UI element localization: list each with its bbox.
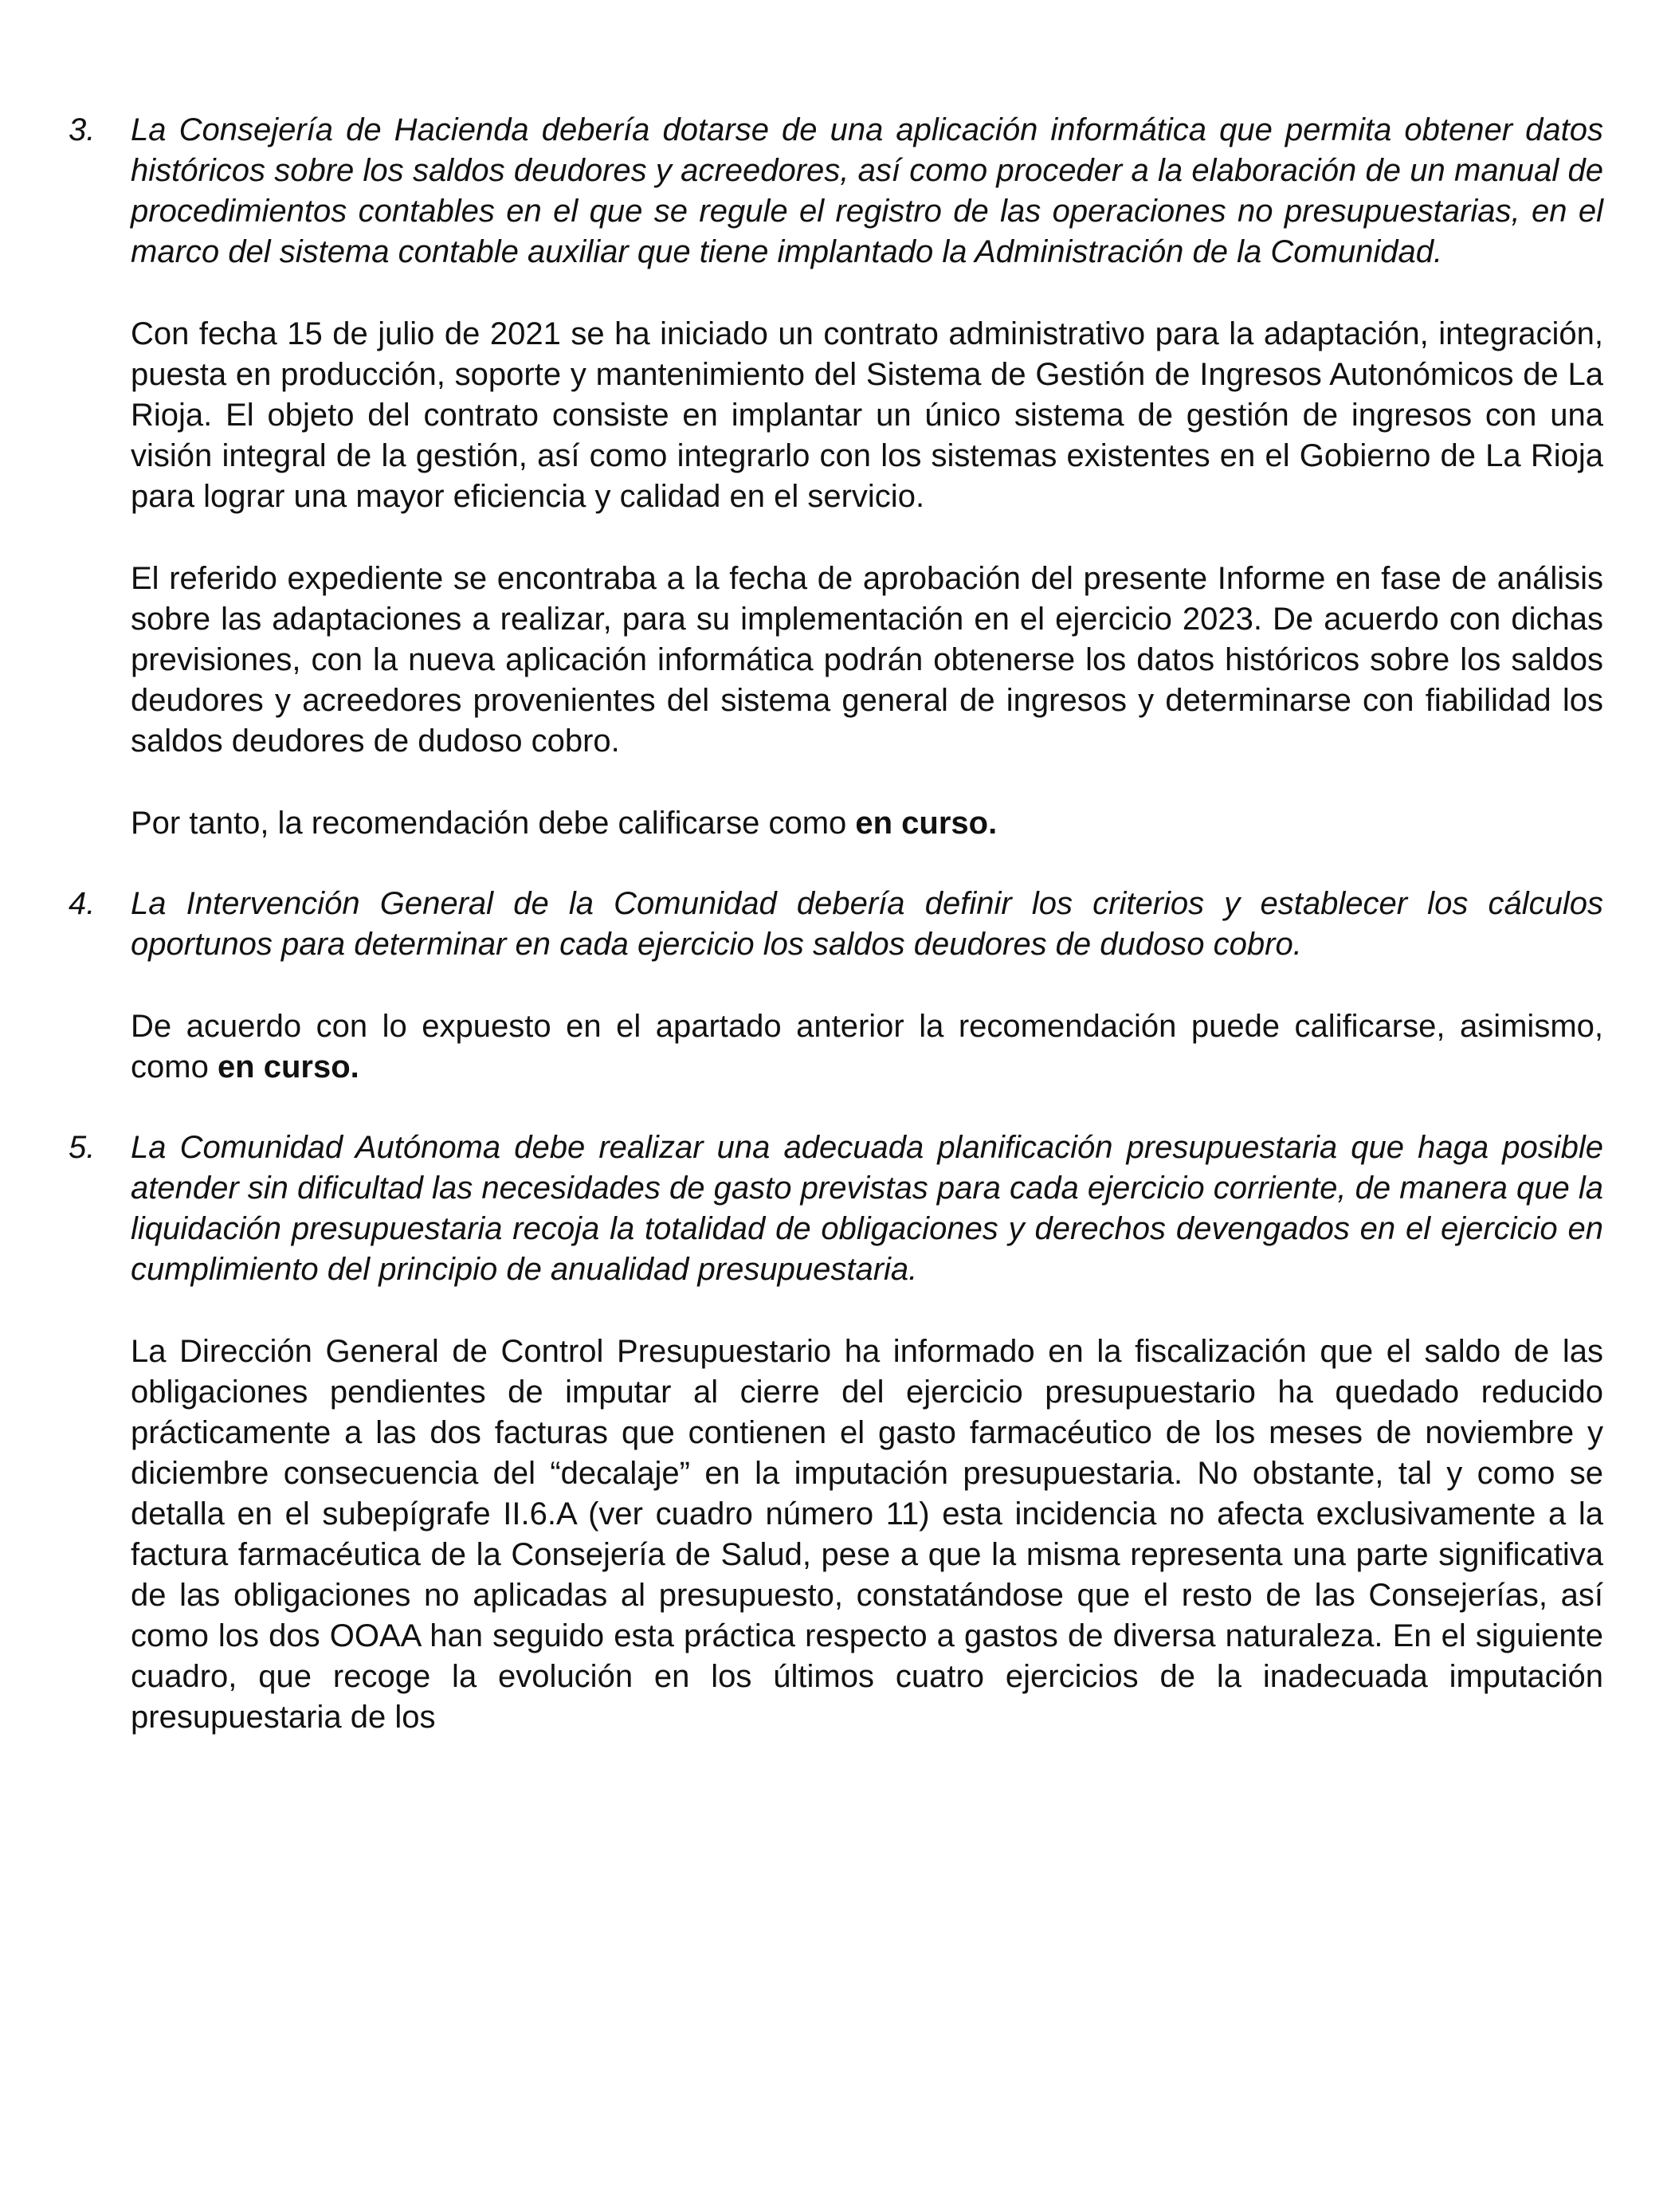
assessment-paragraph: Con fecha 15 de julio de 2021 se ha iniciado un contrato administrativo para la adaptación, integración, puesta en producción, soporte y mantenimiento del Sistema de Gestión de Ingresos Autonómicos de La Rioja. El objeto del contrato consiste en implantar un único sistema de gestión de ingresos con una visión integral de la gestión, así como integrarlo con los sistemas existentes en el Gobierno de La Rioja para lograr una mayor eficiencia y calidad en el servicio.: [131, 316, 1603, 514]
status-label: en curso.: [217, 1049, 359, 1084]
assessment-paragraph: La Dirección General de Control Presupuestario ha informado en la fiscalización que el saldo de las obligaciones pendientes de imputar al cierre del ejercicio presupuestario ha quedado reducido prácticamente a las dos facturas que contienen el gasto farmacéutico de los meses de noviembre y diciembre consecuencia del “decalaje” en la imputación presupuestaria. No obstante, tal y como se detalla en el subepígrafe II.6.A (ver cuadro número 11) esta incidencia no afecta exclusivamente a la factura farmacéutica de la Consejería de Salud, pese a que la misma representa una parte significativa de las obligaciones no aplicadas al presupuesto, constatándose que el resto de las Consejerías, así como los dos OOAA han seguido esta práctica respecto a gastos de diversa naturaleza. En el siguiente cuadro, que recoge la evolución en los últimos cuatro ejercicios de la inadecuada imputación presupuestaria de los: [131, 1334, 1603, 1735]
recommendation-text: La Comunidad Autónoma debe realizar una adecuada planificación presupuestaria que haga posible atender sin dificultad las necesidades de gasto previstas para cada ejercicio corriente, de manera que la liquidación presupuestaria recoja la totalidad de obligaciones y derechos devengados en el ejercicio en cumplimiento del principio de anualidad presupuestaria.: [131, 1130, 1603, 1287]
assessment-block: [131, 1332, 1603, 1738]
recommendation-text: La Intervención General de la Comunidad debería definir los criterios y establecer los cálculos oportunos para determinar en cada ejercicio los saldos deudores de dudoso cobro.: [131, 886, 1603, 962]
assessment-paragraph: El referido expediente se encontraba a la fecha de aprobación del presente Informe en fase de análisis sobre las adaptaciones a realizar, para su implementación en el ejercicio 2023. De acuerdo con dichas previsiones, con la nueva aplicación informática podrán obtenerse los datos históricos sobre los saldos deudores y acreedores provenientes del sistema general de ingresos y determinarse con fiabilidad los saldos deudores de dudoso cobro.: [131, 561, 1603, 759]
assessment-block: [131, 1006, 1603, 1088]
conclusion-text: Por tanto, la recomendación debe calificarse como: [131, 806, 856, 841]
conclusion-paragraph: [131, 803, 1603, 844]
document-body: [69, 110, 1603, 1778]
recommendation-item-3: [69, 110, 1603, 844]
conclusion-paragraph: [131, 1006, 1603, 1088]
item-number: 3.: [69, 112, 96, 147]
item-number: 5.: [69, 1130, 96, 1165]
recommendation-item-5: [69, 1128, 1603, 1738]
recommendation-item-4: [69, 884, 1603, 1088]
status-label: en curso.: [855, 806, 998, 841]
assessment-block: [131, 314, 1603, 844]
recommendation-text: La Consejería de Hacienda debería dotarse de una aplicación informática que permita obtener datos históricos sobre los saldos deudores y acreedores, así como proceder a la elaboración de un manual de procedimientos contables en el que se regule el registro de las operaciones no presupuestarias, en el marco del sistema contable auxiliar que tiene implantado la Administración de la Comunidad.: [131, 112, 1603, 269]
item-number: 4.: [69, 886, 96, 921]
conclusion-text: De acuerdo con lo expuesto en el apartado anterior la recomendación puede calificarse, asimismo, como: [131, 1009, 1603, 1084]
